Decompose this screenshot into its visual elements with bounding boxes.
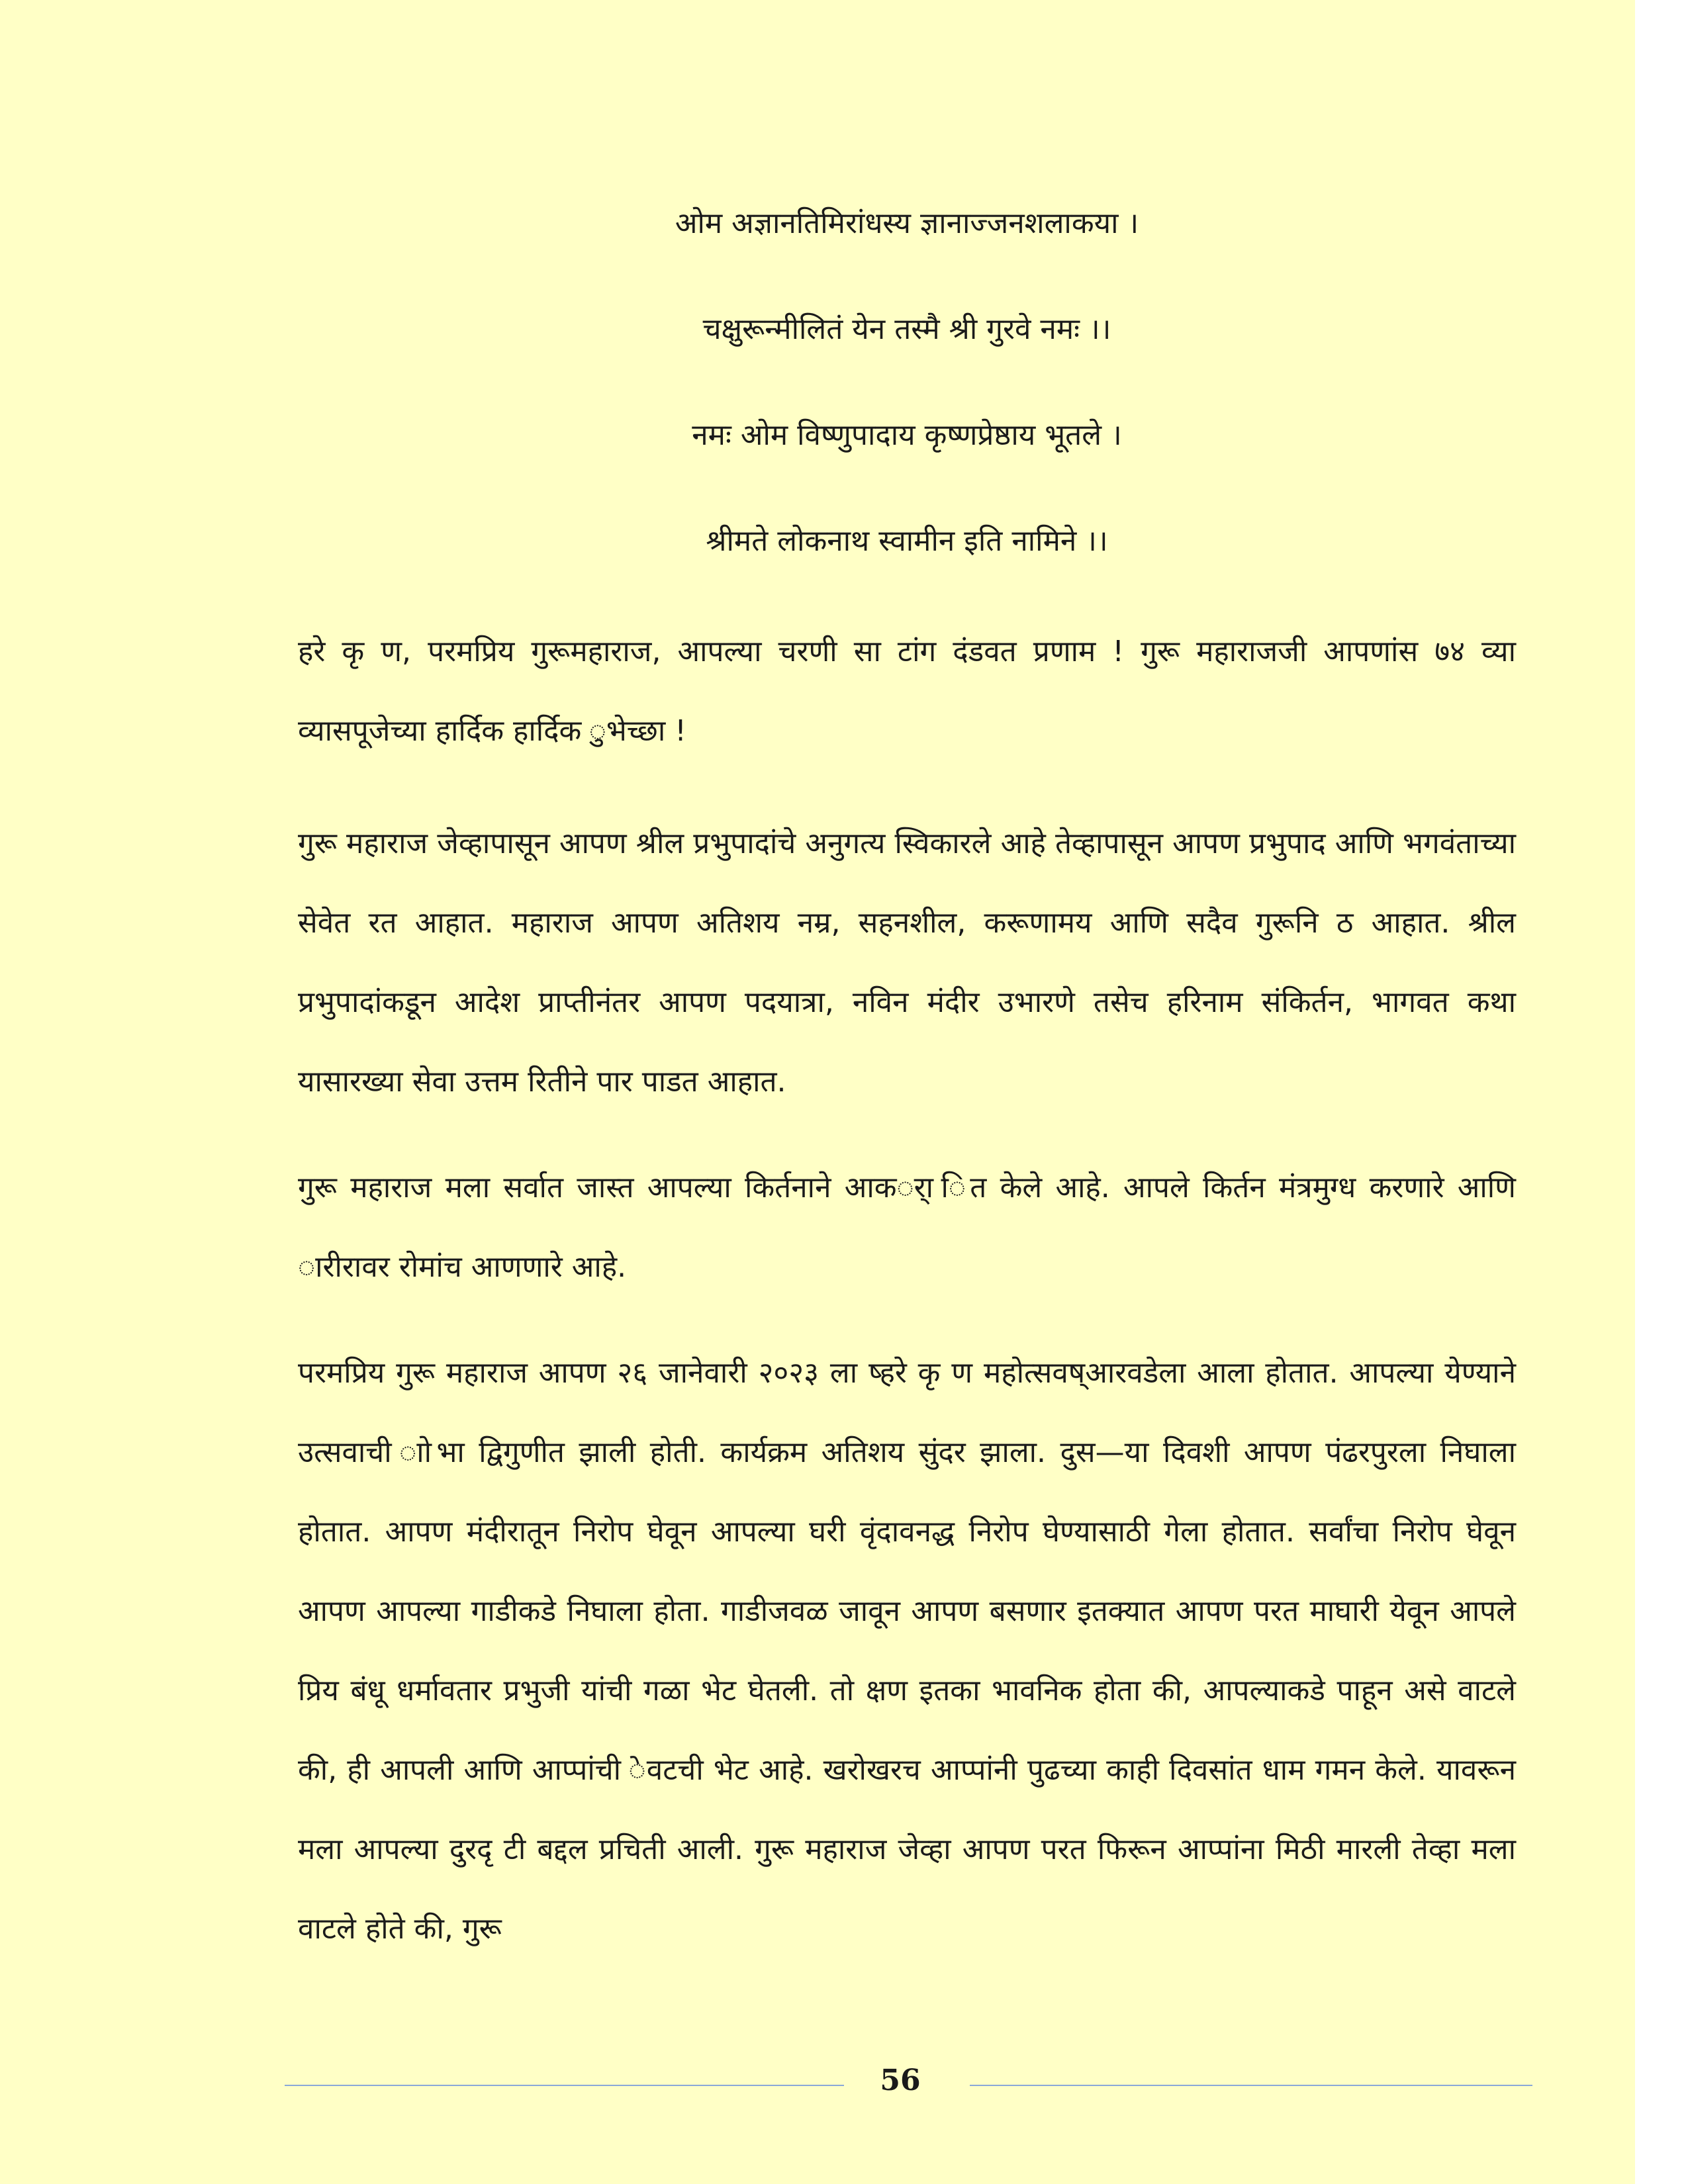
verse-line-2: चक्षुरून्मीलितं येन तस्मै श्री गुरवे नमः ।। (702, 312, 1111, 346)
paragraph-memory (298, 1334, 1516, 1969)
paragraph-kirtan (298, 1148, 1516, 1307)
paragraph-greeting (298, 612, 1516, 771)
verse-line-1: ओम अज्ञानतिमिरांधस्य ज्ञानाज्जनशलाकया । (675, 206, 1139, 240)
footer-rule-left (285, 2085, 844, 2086)
verse-line-4: श्रीमते लोकनाथ स्वामीन इति नामिने ।। (706, 524, 1108, 558)
footer-rule-right (970, 2085, 1532, 2086)
page-margin-strip (1635, 0, 1688, 2184)
page-number: 56 (880, 2064, 921, 2097)
paragraph-service (298, 804, 1516, 1122)
verse-line-3: नमः ओम विष्णुपादाय कृष्णप्रेष्ठाय भूतले । (692, 418, 1122, 452)
paragraph-text: गुरू महाराज मला सर्वात जास्त आपल्या किर्तनाने आकर्ा ित केले आहे. आपले किर्तन मंत्रमुग्ध करणारे आणि ारीरावर रोमांच आणणारे आहे. (298, 1171, 1516, 1284)
paragraph-text: परमप्रिय गुरू महाराज आपण २६ जानेवारी २०२३ ला ष्हरे कृ ण महोत्सवष्आरवडेला आला होतात. आपल्या येण्याने उत्सवाची ाोभा द्विगुणीत झाली होती. कार्यक्रम अतिशय सुंदर झाला. दुस—या दिवशी आपण पंढरपुरला निघाला होतात. आपण मंदीरातून निरोप घेवून आपल्या घरी वृंदावनद्ध निरोप घेण्यासाठी गेला होतात. सर्वांचा निरोप घेवून आपण आपल्या गाडीकडे निघाला होता. गाडीजवळ जावून आपण बसणार इतक्यात आपण परत माघारी येवून आपले प्रिय बंधू धर्मावतार प्रभुजी यांची गळा भेट घेतली. तो क्षण इतका भावनिक होता की, आपल्याकडे पाहून असे वाटले की, ही आपली आणि आप्पांची ेवटची भेट आहे. खरोखरच आप्पांनी पुढच्या काही दिवसांत धाम गमन केले. यावरून मला आपल्या दुरदृ टी बद्दल प्रचिती आली. गुरू महाराज जेव्हा आपण परत फिरून आप्पांना मिठी मारली तेव्हा मला वाटले होते की, गुरू (298, 1356, 1516, 1946)
paragraph-text: गुरू महाराज जेव्हापासून आपण श्रील प्रभुपादांचे अनुगत्य स्विकारले आहे तेव्हापासून आपण प्रभुपाद आणि भगवंताच्या सेवेत रत आहात. महाराज आपण अतिशय नम्र, सहनशील, करूणामय आणि सदैव गुरूनि ठ आहात. श्रील प्रभुपादांकडून आदेश प्राप्तीनंतर आपण पदयात्रा, नविन मंदीर उभारणे तसेच हरिनाम संकिर्तन, भागवत कथा यासारख्या सेवा उत्तम रितीने पार पाडत आहात. (298, 827, 1516, 1099)
paragraph-text: हरे कृ ण, परमप्रिय गुरूमहाराज, आपल्या चरणी सा टांग दंडवत प्रणाम ! गुरू महाराजजी आपणांस ७४ व्या व्यासपूजेच्या हार्दिक हार्दिक ुभेच्छा ! (298, 635, 1516, 748)
